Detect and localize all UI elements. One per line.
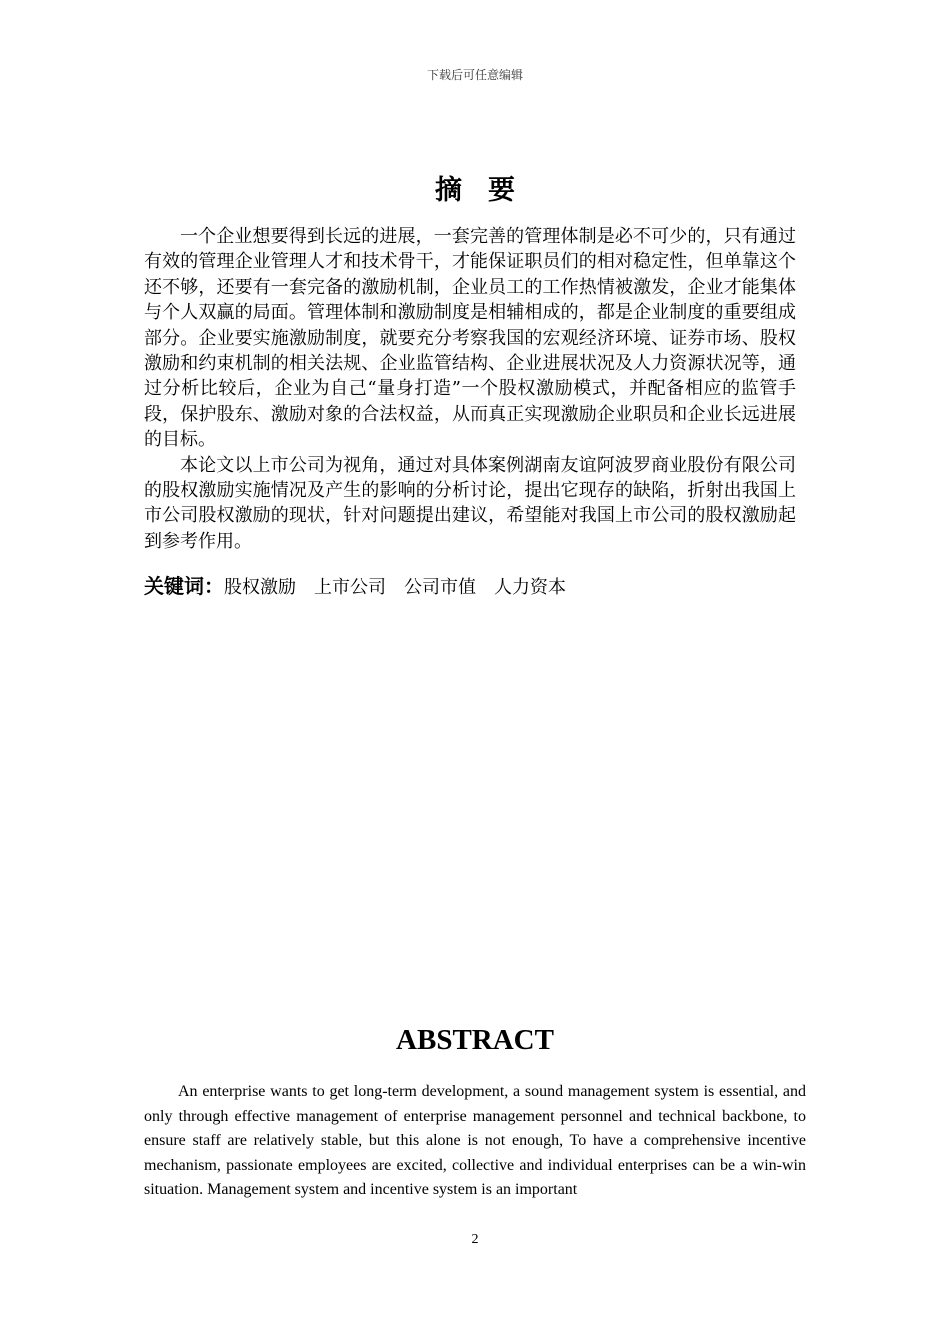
- chinese-abstract-title: 摘要: [435, 175, 541, 206]
- keywords-label: 关键词：: [144, 574, 224, 598]
- page-header-note: 下载后可任意编辑: [426, 68, 523, 82]
- page-number: 2: [471, 1232, 479, 1247]
- keyword: 人力资本: [494, 577, 566, 598]
- english-abstract-body: An enterprise wants to get long-term development, a sound management system is essential, and only through effective management of enterprise management personnel and technical backbone, to ensure staff are relatively stable, but this alone is not enough, To have a comprehensive incentive mechanism, passionate employees are excited, collective and individual enterprises can be a win-win situation. Management system and incentive system is an important: [144, 1083, 806, 1199]
- chinese-abstract-body: [144, 224, 796, 554]
- keyword: 上市公司: [314, 577, 386, 598]
- chinese-abstract-paragraph: 本论文以上市公司为视角，通过对具体案例湖南友谊阿波罗商业股份有限公司的股权激励实施情况及产生的影响的分析讨论，提出它现存的缺陷，折射出我国上市公司股权激励的现状，针对问题提出建议，希望能对我国上市公司的股权激励起到参考作用。: [144, 454, 796, 552]
- keyword: 公司市值: [404, 577, 476, 598]
- keywords-line: [144, 572, 804, 602]
- keyword: 股权激励: [224, 577, 296, 598]
- chinese-abstract-paragraph: 一个企业想要得到长远的进展，一套完善的管理体制是必不可少的，只有通过有效的管理企业管理人才和技术骨干，才能保证职员们的相对稳定性，但单靠这个还不够，还要有一套完备的激励机制，企业员工的工作热情被激发，企业才能集体与个人双赢的局面。管理体制和激励制度是相辅相成的，都是企业制度的重要组成部分。企业要实施激励制度，就要充分考察我国的宏观经济环境、证券市场、股权激励和约束机制的相关法规、企业监管结构、企业进展状况及人力资源状况等，通过分析比较后，企业为自己“量身打造”一个股权激励模式，并配备相应的监管手段，保护股东、激励对象的合法权益，从而真正实现激励企业职员和企业长远进展的目标。: [144, 226, 796, 451]
- english-abstract-title: ABSTRACT: [396, 1024, 554, 1056]
